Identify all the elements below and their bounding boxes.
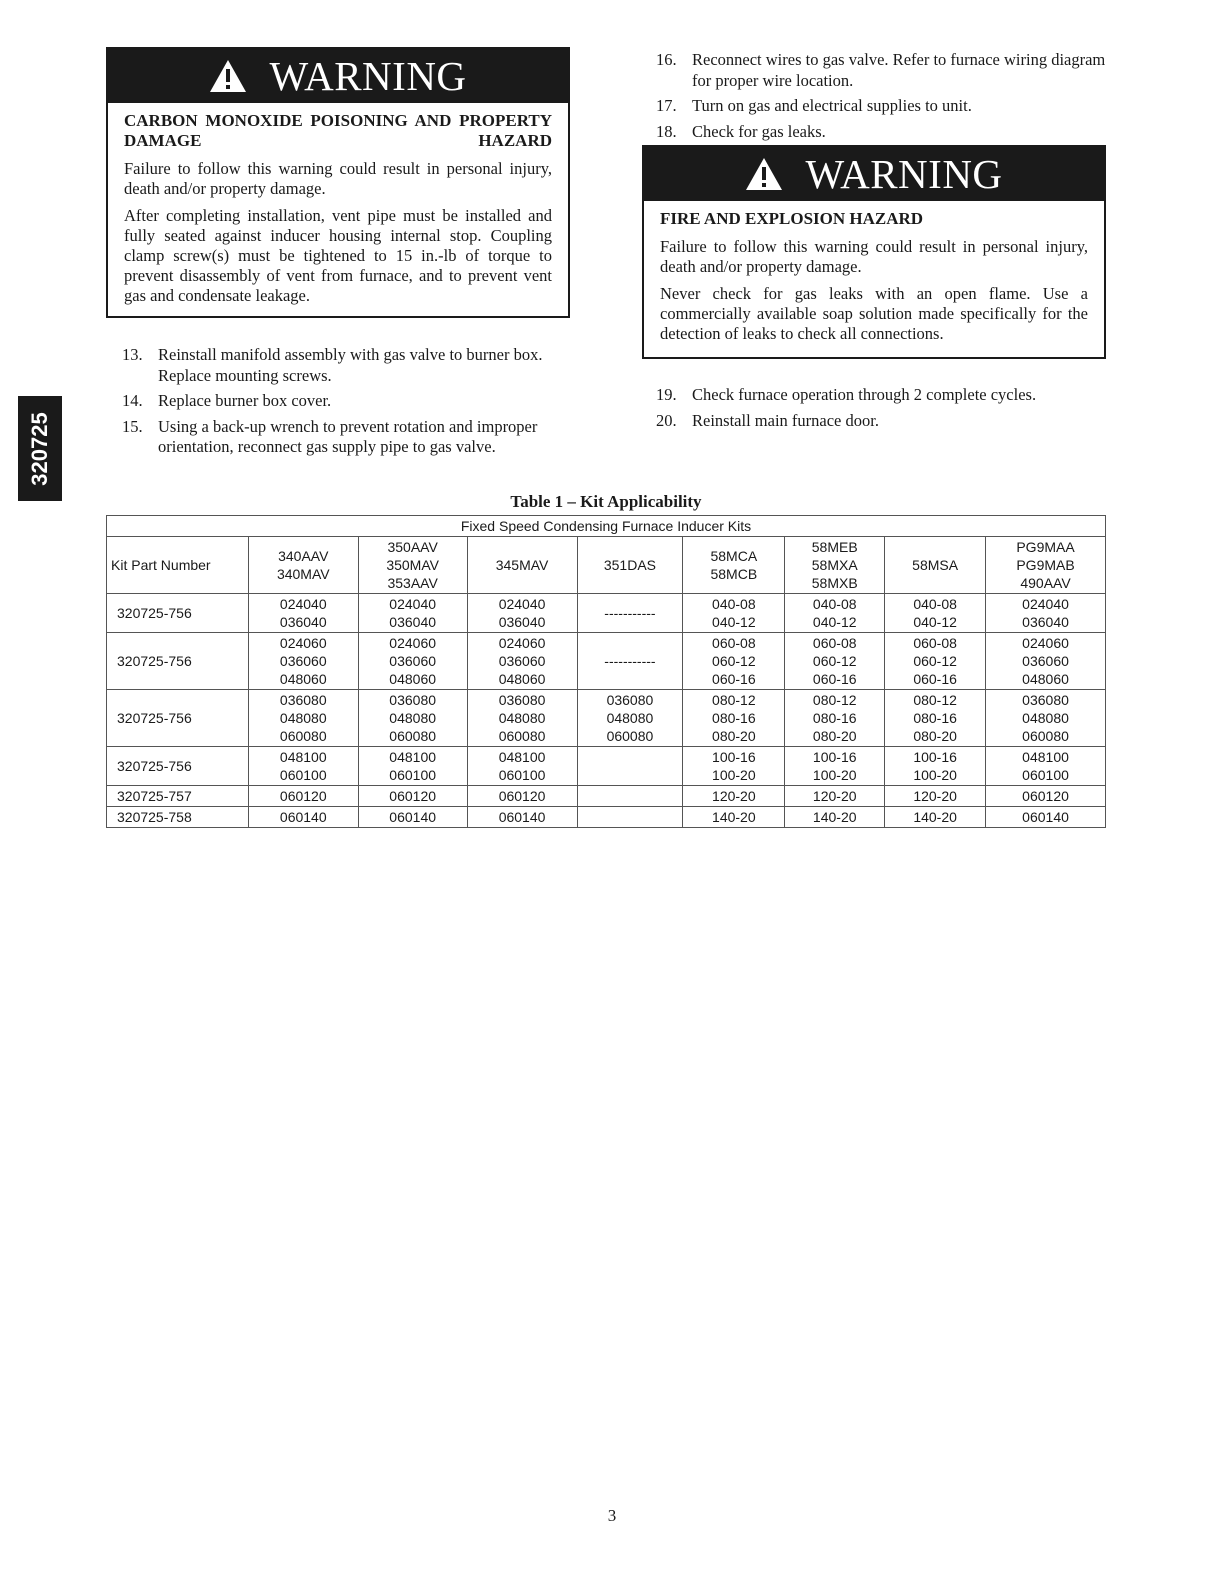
list-item: 17. Turn on gas and electrical supplies to unit.: [656, 96, 972, 115]
table-cell: 060140: [467, 807, 577, 828]
table-cell: 036080 048080 060080: [577, 690, 683, 747]
table-row: [107, 807, 1106, 828]
table-cell: -----------: [577, 594, 683, 633]
warning-paragraph: Failure to follow this warning could result in personal injury, death and/or property damage.: [660, 237, 1088, 276]
table-cell: 060140: [248, 807, 358, 828]
warning-triangle-icon: [209, 59, 247, 93]
table-cell: 060-08 060-12 060-16: [785, 633, 885, 690]
table-header-row: [107, 537, 1106, 594]
table-cell: 120-20: [683, 786, 785, 807]
column-header: 58MEB 58MXA 58MXB: [785, 537, 885, 594]
warning-box-fire: [642, 145, 1106, 359]
kit-applicability-table: [106, 515, 1106, 828]
side-tab: [18, 396, 62, 501]
kit-part-number-cell: 320725-756: [107, 690, 249, 747]
warning-header: [644, 147, 1104, 201]
table-row: [107, 690, 1106, 747]
table-cell: 100-16 100-20: [683, 747, 785, 786]
table-title: Table 1 – Kit Applicability: [510, 492, 702, 511]
warning-paragraph: Failure to follow this warning could result in personal injury, death and/or property damage.: [124, 159, 552, 198]
column-header: 340AAV 340MAV: [248, 537, 358, 594]
side-tab-label: 320725: [27, 411, 52, 486]
table-cell: 080-12 080-16 080-20: [683, 690, 785, 747]
warning-triangle-icon: [745, 157, 783, 191]
kit-part-number-cell: 320725-758: [107, 807, 249, 828]
table-cell: 080-12 080-16 080-20: [885, 690, 986, 747]
table-cell: 036080 048080 060080: [986, 690, 1106, 747]
table-cell: 048100 060100: [986, 747, 1106, 786]
table-cell: 060-08 060-12 060-16: [683, 633, 785, 690]
list-item: 15. Using a back-up wrench to prevent rotation and improper orientation, reconnect gas supply pipe to gas valve.: [122, 416, 538, 456]
table-span-header-row: [107, 516, 1106, 537]
column-header: 58MSA: [885, 537, 986, 594]
column-header: 58MCA 58MCB: [683, 537, 785, 594]
table-row: [107, 747, 1106, 786]
hazard-title: CARBON MONOXIDE POISONING AND PROPERTY DAMAGE HAZARD: [124, 111, 552, 150]
table-span-header: Fixed Speed Condensing Furnace Inducer Kits: [107, 516, 1106, 537]
warning-paragraph: After completing installation, vent pipe must be installed and fully seated against inducer housing internal stop. Coupling clamp screw(s) must be tightened to 15 in.-lb of torque to prevent disassembly of vent from furnace, and to prevent vent gas and condensate leakage.: [124, 206, 552, 305]
warning-header: [108, 49, 568, 103]
warning-paragraph: Never check for gas leaks with an open flame. Use a commercially available soap solution made specifically for the detection of leaks to check all connections.: [660, 284, 1088, 343]
list-item: 18. Check for gas leaks.: [656, 121, 826, 141]
table-cell: 040-08 040-12: [785, 594, 885, 633]
steps-list-left: [122, 345, 574, 463]
table-cell: 100-16 100-20: [785, 747, 885, 786]
list-item: 13. Reinstall manifold assembly with gas valve to burner box. Replace mounting screws.: [122, 345, 543, 385]
table-cell: 040-08 040-12: [683, 594, 785, 633]
table-cell: 140-20: [683, 807, 785, 828]
page-number: 3: [607, 1506, 617, 1525]
kit-part-number-cell: 320725-756: [107, 747, 249, 786]
table-cell: 036080 048080 060080: [467, 690, 577, 747]
table-cell: [577, 786, 683, 807]
table-cell: 048100 060100: [467, 747, 577, 786]
column-header: PG9MAA PG9MAB 490AAV: [986, 537, 1106, 594]
table-cell: 024040 036040: [248, 594, 358, 633]
column-header: 351DAS: [577, 537, 683, 594]
table-cell: [577, 807, 683, 828]
table-cell: 060120: [986, 786, 1106, 807]
table-cell: -----------: [577, 633, 683, 690]
table-cell: 036080 048080 060080: [358, 690, 467, 747]
list-item: 20. Reinstall main furnace door.: [656, 410, 879, 430]
table-cell: 036080 048080 060080: [248, 690, 358, 747]
table-cell: 024040 036040: [358, 594, 467, 633]
hazard-title: FIRE AND EXPLOSION HAZARD: [660, 209, 924, 228]
table-row: [107, 786, 1106, 807]
table-cell: 048100 060100: [358, 747, 467, 786]
list-item: 16. Reconnect wires to gas valve. Refer to furnace wiring diagram for proper wire location.: [656, 50, 1106, 90]
table-cell: 024060 036060 048060: [248, 633, 358, 690]
table-cell: 024060 036060 048060: [467, 633, 577, 690]
kit-part-number-cell: 320725-757: [107, 786, 249, 807]
table-cell: 040-08 040-12: [885, 594, 986, 633]
table-cell: 060120: [248, 786, 358, 807]
table-cell: 060120: [467, 786, 577, 807]
table-cell: 060140: [986, 807, 1106, 828]
column-header: 345MAV: [467, 537, 577, 594]
table-cell: 024060 036060 048060: [986, 633, 1106, 690]
table-cell: 060-08 060-12 060-16: [885, 633, 986, 690]
table-cell: 024060 036060 048060: [358, 633, 467, 690]
kit-part-number-cell: 320725-756: [107, 633, 249, 690]
list-item: 19. Check furnace operation through 2 complete cycles.: [656, 385, 1037, 404]
warning-heading: WARNING: [269, 53, 467, 99]
table-row: [107, 594, 1106, 633]
kit-part-number-cell: 320725-756: [107, 594, 249, 633]
table-cell: 120-20: [885, 786, 986, 807]
table-row: [107, 633, 1106, 690]
column-header: Kit Part Number: [107, 537, 249, 594]
list-item: 14. Replace burner box cover.: [122, 391, 332, 410]
warning-box-co: [106, 47, 570, 318]
table-cell: 048100 060100: [248, 747, 358, 786]
table-cell: 080-12 080-16 080-20: [785, 690, 885, 747]
table-cell: 140-20: [885, 807, 986, 828]
table-cell: [577, 747, 683, 786]
table-cell: 120-20: [785, 786, 885, 807]
table-cell: 024040 036040: [986, 594, 1106, 633]
column-header: 350AAV 350MAV 353AAV: [358, 537, 467, 594]
table-cell: 060120: [358, 786, 467, 807]
steps-list-right-bottom: [656, 385, 1111, 436]
steps-list-right-top: [656, 50, 1111, 147]
table-cell: 024040 036040: [467, 594, 577, 633]
table-cell: 100-16 100-20: [885, 747, 986, 786]
table-cell: 060140: [358, 807, 467, 828]
table-cell: 140-20: [785, 807, 885, 828]
warning-heading: WARNING: [805, 151, 1003, 197]
